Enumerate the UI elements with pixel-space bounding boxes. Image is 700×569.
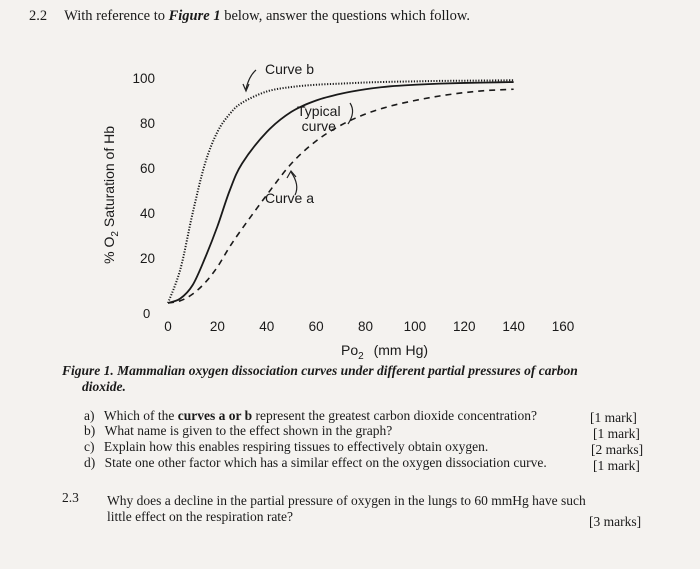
x-tick-label: 40 [259,319,275,334]
question-c-letter: c) [84,439,95,454]
curve-a-line [168,89,514,303]
question-c [84,439,488,455]
x-tick-label: 60 [308,319,324,334]
typical-curve-label-line2: curve [301,118,336,134]
y-tick-label: 80 [139,116,155,131]
question-d-marks: [1 mark] [593,458,640,473]
curve-a-label: Curve a [265,190,315,206]
x-tick-label: 20 [209,319,225,334]
x-axis-label-unit: (mm Hg) [373,342,429,358]
y-axis-label-post: Saturation of Hb [101,125,118,232]
question-d-text: State one other factor which has a similar effect on the oxygen dissociation curve. [104,455,547,470]
x-axis-label-main: Po [341,342,359,358]
question-a-text-bold: curves a or b [177,408,253,423]
x-tick-label: 140 [502,319,525,334]
x-axis-label [341,342,428,362]
y-axis-label-sub: 2 [109,231,121,237]
question-number: 2.2 [29,8,48,24]
curve-b-label: Curve b [265,61,315,77]
typical-curve-label-line1: Typical [297,103,341,119]
x-tick-label: 80 [357,319,374,334]
question-text-after: below, answer the questions which follow. [220,8,470,24]
y-axis-label [101,95,121,295]
figure-caption-line2: dioxide. [82,379,126,394]
question-a [84,408,537,424]
x-tick-label: 100 [403,319,427,334]
x-tick-label: 160 [551,319,575,334]
x-tick-label: 120 [452,319,476,334]
question-c-marks: [2 marks] [591,442,644,457]
typical-curve-label [297,104,341,134]
question-c-text: Explain how this enables respiring tissues to effectively obtain oxygen. [103,439,489,454]
y-axis-label-pre: % O [101,236,118,264]
question-2-3-number: 2.3 [62,490,79,505]
y-tick-zero: 0 [143,306,151,321]
question-2-3-line2: little effect on the respiration rate? [107,509,294,524]
question-a-letter: a) [84,408,95,423]
question-a-text-post: represent the greatest carbon dioxide concentration? [252,408,537,423]
curve-b-line [168,80,514,303]
y-tick-label: 100 [132,71,155,86]
typical-curve-line [168,82,514,303]
question-b-text: What name is given to the effect shown in the graph? [104,423,393,438]
figure-caption-line1: Figure 1. Mammalian oxygen dissociation curves under different partial pressures of carbon [62,363,578,378]
question-b-marks: [1 mark] [593,426,640,441]
question-2-3-line1: Why does a decline in the partial pressure of oxygen in the lungs to 60 mmHg have such [107,493,586,508]
question-d-letter: d) [84,455,96,470]
question-a-marks: [1 mark] [590,410,637,425]
question-b [84,423,392,439]
typical-curve-pointer [348,103,353,124]
question-d [84,455,547,471]
question-b-letter: b) [84,423,96,438]
question-a-text-pre: Which of the [103,408,178,423]
figure-reference: Figure 1 [168,8,221,24]
curve-a-arrowhead [287,171,296,178]
question-text-before: With reference to [64,8,169,24]
y-tick-label: 20 [139,251,155,266]
question-2-3-marks: [3 marks] [589,514,642,529]
y-tick-label: 40 [139,206,155,221]
x-tick-label: 0 [164,319,172,334]
y-tick-label: 60 [139,161,155,176]
x-axis-label-sub: 2 [358,350,364,362]
